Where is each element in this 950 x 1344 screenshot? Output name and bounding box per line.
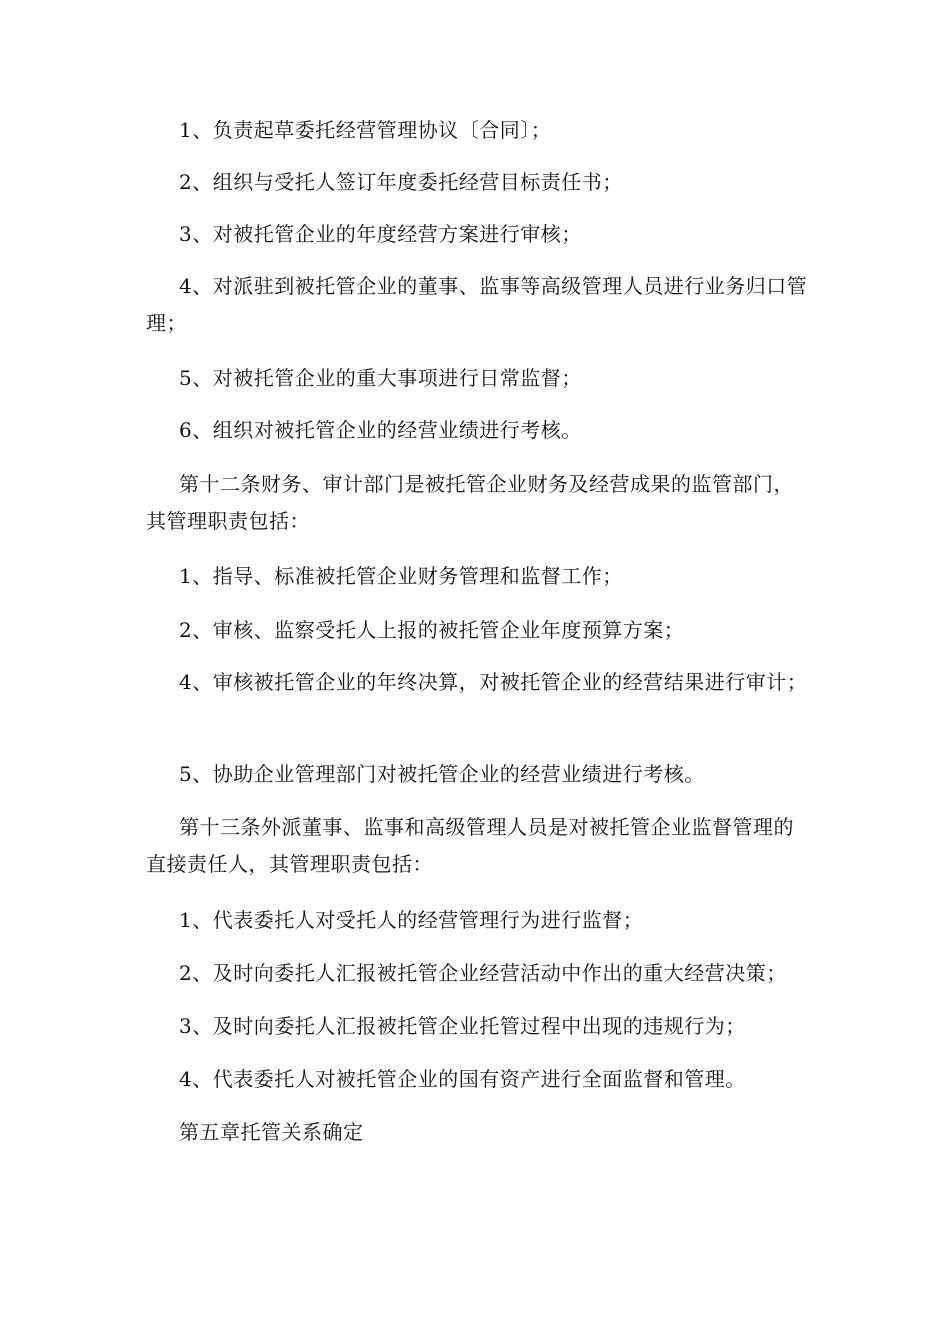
paragraph-7: 1、指导、标准被托管企业财务管理和监督工作；: [179, 564, 623, 588]
article-12-heading: 第十二条财务、审计部门是被托管企业财务及经营成果的监管部门，其管理职责包括：: [146, 472, 794, 533]
article-13-heading: 第十三条外派董事、监事和高级管理人员是对被托管企业监督管理的直接责任人，其管理职责包括：: [146, 815, 794, 876]
paragraph-3: 3、对被托管企业的年度经营方案进行审核；: [179, 222, 582, 246]
paragraph-2: 2、组织与受托人签订年度委托经营目标责任书；: [179, 170, 623, 194]
chapter-5-heading: 第五章托管关系确定: [179, 1120, 364, 1144]
paragraph-1: 1、负责起草委托经营管理协议〔合同〕；: [179, 118, 552, 142]
paragraph-5: 5、对被托管企业的重大事项进行日常监督；: [179, 366, 582, 390]
paragraph-10: 5、协助企业管理部门对被托管企业的经营业绩进行考核。: [179, 762, 705, 786]
paragraph-13: 3、及时向委托人汇报被托管企业托管过程中出现的违规行为；: [179, 1014, 746, 1038]
paragraph-14: 4、代表委托人对被托管企业的国有资产进行全面监督和管理。: [179, 1067, 746, 1091]
paragraph-4: 4、对派驻到被托管企业的董事、监事等高级管理人员进行业务归口管理；: [146, 274, 808, 335]
paragraph-9: 4、审核被托管企业的年终决算，对被托管企业的经营结果进行审计；: [179, 670, 808, 694]
paragraph-11: 1、代表委托人对受托人的经营管理行为进行监督；: [179, 908, 644, 932]
paragraph-6: 6、组织对被托管企业的经营业绩进行考核。: [179, 418, 582, 442]
paragraph-12: 2、及时向委托人汇报被托管企业经营活动中作出的重大经营决策；: [179, 961, 787, 985]
paragraph-8: 2、审核、监察受托人上报的被托管企业年度预算方案；: [179, 618, 685, 642]
